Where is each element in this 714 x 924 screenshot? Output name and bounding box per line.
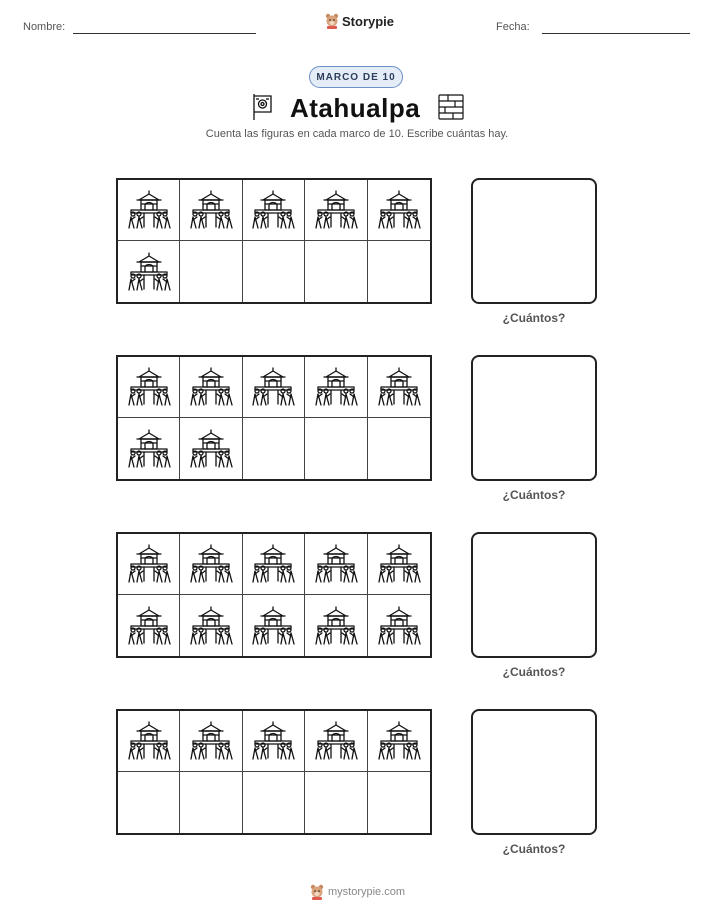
frame-cell <box>368 241 430 302</box>
palanquin-icon <box>313 606 359 646</box>
answer-prompt: ¿Cuántos? <box>502 842 566 856</box>
palanquin-icon <box>313 544 359 584</box>
ten-frame <box>116 178 432 304</box>
frame-cell <box>368 418 430 479</box>
palanquin-icon <box>126 252 172 292</box>
frame-cell <box>180 418 242 479</box>
frame-cell <box>180 534 242 595</box>
palanquin-icon <box>250 721 296 761</box>
palanquin-icon <box>188 367 234 407</box>
frame-cell <box>180 772 242 833</box>
frame-cell <box>118 772 180 833</box>
frame-cell <box>118 534 180 595</box>
stone-wall-icon <box>438 93 464 121</box>
palanquin-icon <box>250 606 296 646</box>
bear-icon <box>310 884 324 900</box>
answer-prompt: ¿Cuántos? <box>502 488 566 502</box>
palanquin-icon <box>188 190 234 230</box>
date-label: Fecha: <box>496 21 530 33</box>
frame-cell <box>180 711 242 772</box>
frame-cell <box>305 595 367 656</box>
answer-box[interactable] <box>471 532 597 658</box>
frame-cell <box>368 711 430 772</box>
frame-cell <box>368 772 430 833</box>
palanquin-icon <box>126 606 172 646</box>
palanquin-icon <box>188 721 234 761</box>
frame-cell <box>118 241 180 302</box>
palanquin-icon <box>313 721 359 761</box>
palanquin-icon <box>126 544 172 584</box>
frame-cell <box>305 418 367 479</box>
palanquin-icon <box>126 367 172 407</box>
frame-cell <box>368 180 430 241</box>
name-label: Nombre: <box>23 21 66 33</box>
palanquin-icon <box>376 190 422 230</box>
name-line[interactable] <box>73 33 256 34</box>
frame-cell <box>243 772 305 833</box>
flag-icon <box>251 93 273 121</box>
frame-cell <box>118 357 180 418</box>
frame-cell <box>368 534 430 595</box>
frame-cell <box>305 711 367 772</box>
palanquin-icon <box>188 606 234 646</box>
palanquin-icon <box>376 367 422 407</box>
frame-cell <box>243 357 305 418</box>
frame-cell <box>243 595 305 656</box>
ten-frame <box>116 355 432 481</box>
frame-cell <box>180 595 242 656</box>
frame-cell <box>180 241 242 302</box>
worksheet-badge: MARCO DE 10 <box>309 66 403 88</box>
worksheet-title: Atahualpa <box>290 93 421 123</box>
palanquin-icon <box>250 544 296 584</box>
frame-cell <box>118 180 180 241</box>
palanquin-icon <box>126 429 172 469</box>
frame-cell <box>180 180 242 241</box>
frame-cell <box>243 180 305 241</box>
palanquin-icon <box>313 367 359 407</box>
frame-cell <box>305 357 367 418</box>
palanquin-icon <box>376 606 422 646</box>
palanquin-icon <box>188 429 234 469</box>
frame-cell <box>305 772 367 833</box>
answer-prompt: ¿Cuántos? <box>502 311 566 325</box>
brand-name: Storypie <box>342 13 395 29</box>
instructions: Cuenta las figuras en cada marco de 10. Escribe cuántas hay. <box>205 128 509 140</box>
palanquin-icon <box>376 544 422 584</box>
answer-prompt: ¿Cuántos? <box>502 665 566 679</box>
footer-url: mystorypie.com <box>328 886 406 898</box>
answer-box[interactable] <box>471 709 597 835</box>
frame-cell <box>305 180 367 241</box>
palanquin-icon <box>250 367 296 407</box>
brand-logo <box>325 13 394 29</box>
frame-cell <box>243 241 305 302</box>
frame-cell <box>118 711 180 772</box>
palanquin-icon <box>250 190 296 230</box>
frame-cell <box>243 534 305 595</box>
frame-cell <box>368 357 430 418</box>
frame-cell <box>243 418 305 479</box>
frame-cell <box>305 534 367 595</box>
footer <box>310 884 405 900</box>
palanquin-icon <box>313 190 359 230</box>
frame-cell <box>305 241 367 302</box>
frame-cell <box>243 711 305 772</box>
ten-frame <box>116 532 432 658</box>
frame-cell <box>180 357 242 418</box>
frame-cell <box>118 595 180 656</box>
palanquin-icon <box>376 721 422 761</box>
frame-cell <box>118 418 180 479</box>
date-line[interactable] <box>542 33 690 34</box>
answer-box[interactable] <box>471 178 597 304</box>
bear-icon <box>325 13 339 29</box>
frame-cell <box>368 595 430 656</box>
answer-box[interactable] <box>471 355 597 481</box>
palanquin-icon <box>126 721 172 761</box>
ten-frame <box>116 709 432 835</box>
palanquin-icon <box>126 190 172 230</box>
palanquin-icon <box>188 544 234 584</box>
